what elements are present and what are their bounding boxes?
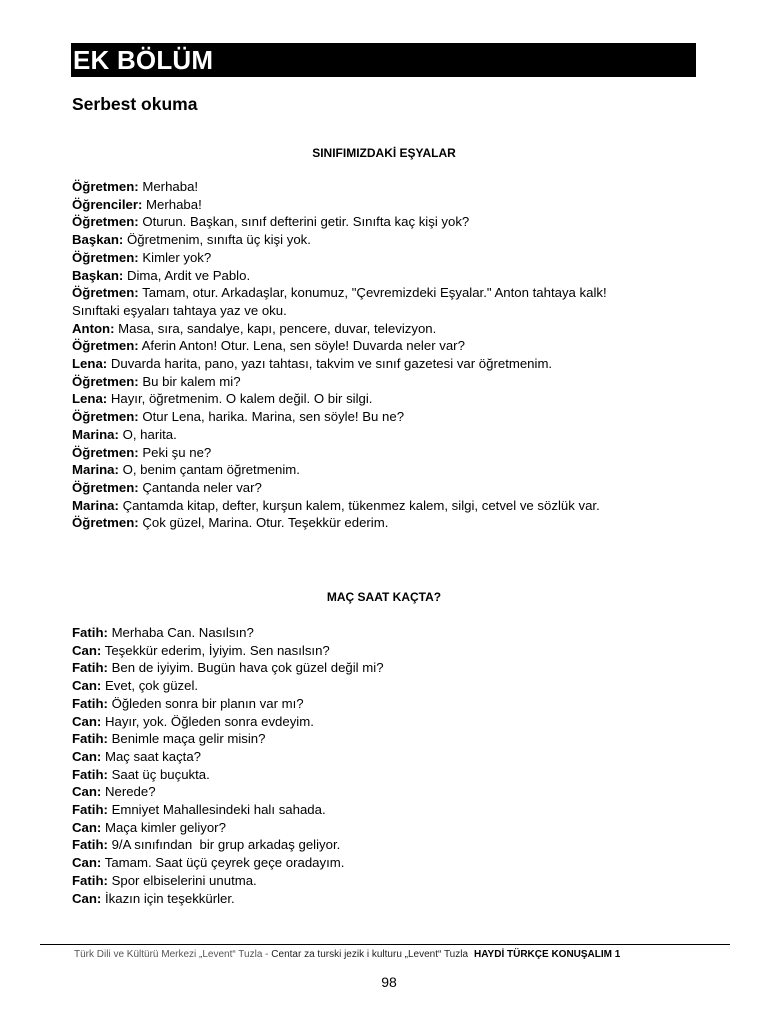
dialogue-line <box>72 355 702 373</box>
dialogue-line <box>72 659 702 677</box>
speaker-name: Fatih: <box>72 731 108 747</box>
speaker-name: Can: <box>72 642 102 658</box>
line-text: Kimler yok? <box>138 249 212 265</box>
speaker-name: Öğretmen: <box>72 373 139 389</box>
dialogue-line <box>72 320 702 338</box>
line-text: İkazın için teşekkürler. <box>101 890 235 906</box>
dialogue-line <box>72 196 702 214</box>
speaker-name: Lena: <box>72 391 108 407</box>
line-text: O, benim çantam öğretmenim. <box>118 462 300 478</box>
speaker-name: Fatih: <box>72 872 108 888</box>
line-text: Merhaba! <box>138 179 199 194</box>
line-text: Öğleden sonra bir planın var mı? <box>107 695 304 711</box>
dialogue-line <box>72 695 702 713</box>
footer-book-title: HAYDİ TÜRKÇE KONUŞALIM 1 <box>474 949 621 960</box>
dialogue-line <box>72 890 702 908</box>
footer-institution-tr: Türk Dili ve Kültürü Merkezi „Levent“ Tuzla - <box>74 949 272 960</box>
line-text: Benimle maça gelir misin? <box>107 731 266 747</box>
dialogue-line <box>72 373 702 391</box>
speaker-name: Fatih: <box>72 766 108 782</box>
footer-divider <box>40 944 730 945</box>
speaker-name: Başkan: <box>72 267 124 283</box>
line-text: Nerede? <box>101 784 156 800</box>
dialogue-block <box>72 178 702 532</box>
dialogue-line <box>72 766 702 784</box>
line-text: Evet, çok güzel. <box>101 678 199 694</box>
speaker-name: Öğretmen: <box>72 338 139 354</box>
speaker-name: Marina: <box>72 426 119 442</box>
dialogue-block <box>72 624 702 907</box>
speaker-name: Can: <box>72 819 102 835</box>
speaker-name: Can: <box>72 890 102 906</box>
speaker-name: Can: <box>72 713 102 729</box>
dialogue-line <box>72 801 702 819</box>
speaker-name: Öğretmen: <box>72 249 139 265</box>
dialogue-line <box>72 783 702 801</box>
line-text: Oturun. Başkan, sınıf defterini getir. Sınıfta kaç kişi yok? <box>138 214 470 230</box>
speaker-name: Öğretmen: <box>72 179 139 194</box>
speaker-name: Öğretmen: <box>72 214 139 230</box>
line-text: 9/A sınıfından bir grup arkadaş geliyor. <box>107 837 341 853</box>
speaker-name: Fatih: <box>72 695 108 711</box>
dialogue-line <box>72 249 702 267</box>
dialogue-title: SINIFIMIZDAKİ EŞYALAR <box>312 146 456 160</box>
dialogue-line <box>72 390 702 408</box>
line-text: Bu bir kalem mi? <box>138 373 241 389</box>
speaker-name: Can: <box>72 748 102 764</box>
dialogue-line <box>72 819 702 837</box>
line-text: Tamam. Saat üçü çeyrek geçe oradayım. <box>101 855 345 871</box>
line-text: Çantamda kitap, defter, kurşun kalem, tükenmez kalem, silgi, cetvel ve sözlük var. <box>118 497 600 513</box>
dialogue-line <box>72 854 702 872</box>
line-text: Öğretmenim, sınıfta üç kişi yok. <box>123 232 311 248</box>
line-text: Teşekkür ederim, İyiyim. Sen nasılsın? <box>101 642 330 658</box>
dialogue-line <box>72 231 702 249</box>
line-text: Spor elbiselerini unutma. <box>107 872 257 888</box>
line-text: Çok güzel, Marina. Otur. Teşekkür ederim. <box>138 515 389 531</box>
speaker-name: Can: <box>72 784 102 800</box>
speaker-name: Can: <box>72 855 102 871</box>
speaker-name: Fatih: <box>72 837 108 853</box>
speaker-name: Öğretmen: <box>72 479 139 495</box>
speaker-name: Fatih: <box>72 625 108 640</box>
line-text: Dima, Ardit ve Pablo. <box>123 267 251 283</box>
reading-subtitle: Serbest okuma <box>72 94 198 114</box>
dialogue-line <box>72 408 702 426</box>
line-text: Sınıftaki eşyaları tahtaya yaz ve oku. <box>72 302 287 318</box>
page-number: 98 <box>381 974 397 990</box>
dialogue-line <box>72 713 702 731</box>
line-text: Merhaba! <box>142 196 202 212</box>
line-text: Hayır, öğretmenim. O kalem değil. O bir silgi. <box>107 391 373 407</box>
line-text: Saat üç buçukta. <box>107 766 210 782</box>
dialogue-line <box>72 836 702 854</box>
line-text: Çantanda neler var? <box>138 479 262 495</box>
speaker-name: Öğretmen: <box>72 409 139 425</box>
speaker-name: Can: <box>72 678 102 694</box>
speaker-name: Öğretmen: <box>72 515 139 531</box>
line-text: Duvarda harita, pano, yazı tahtası, takvim ve sınıf gazetesi var öğretmenim. <box>107 356 553 372</box>
dialogue-line <box>72 267 702 285</box>
dialogue-line <box>72 461 702 479</box>
line-text: Hayır, yok. Öğleden sonra evdeyim. <box>101 713 314 729</box>
dialogue-line <box>72 337 702 355</box>
line-text: Maç saat kaçta? <box>101 748 201 764</box>
dialogue-line <box>72 624 702 642</box>
dialogue-line <box>72 284 702 302</box>
dialogue-line <box>72 514 702 532</box>
speaker-name: Öğretmen: <box>72 444 139 460</box>
dialogue-line <box>72 497 702 515</box>
dialogue-line <box>72 748 702 766</box>
line-text: Aferin Anton! Otur. Lena, sen söyle! Duvarda neler var? <box>138 338 465 354</box>
dialogue-line <box>72 302 702 320</box>
speaker-name: Öğrenciler: <box>72 196 143 212</box>
line-text: Otur Lena, harika. Marina, sen söyle! Bu ne? <box>138 409 405 425</box>
line-text: Maça kimler geliyor? <box>101 819 226 835</box>
footer-credit <box>74 949 714 960</box>
line-text: Masa, sıra, sandalye, kapı, pencere, duvar, televizyon. <box>114 320 437 336</box>
dialogue-line <box>72 444 702 462</box>
footer-institution-bs: Centar za turski jezik i kulturu „Levent“ Tuzla <box>271 949 469 960</box>
dialogue-line <box>72 479 702 497</box>
line-text: Ben de iyiyim. Bugün hava çok güzel değil mi? <box>107 660 384 676</box>
dialogue-line <box>72 872 702 890</box>
speaker-name: Anton: <box>72 320 115 336</box>
speaker-name: Lena: <box>72 356 108 372</box>
dialogue-line <box>72 677 702 695</box>
dialogue-title: MAÇ SAAT KAÇTA? <box>326 590 442 604</box>
dialogue-line <box>72 213 702 231</box>
line-text: Emniyet Mahallesindeki halı sahada. <box>107 802 326 818</box>
speaker-name: Fatih: <box>72 802 108 818</box>
speaker-name: Marina: <box>72 497 119 513</box>
dialogue-line <box>72 178 702 196</box>
dialogue-line <box>72 426 702 444</box>
dialogue-line <box>72 730 702 748</box>
line-text: Merhaba Can. Nasılsın? <box>107 625 254 640</box>
speaker-name: Öğretmen: <box>72 285 139 301</box>
line-text: O, harita. <box>118 426 177 442</box>
section-title-bar: EK BÖLÜM <box>71 43 696 77</box>
line-text: Peki şu ne? <box>138 444 212 460</box>
line-text: Tamam, otur. Arkadaşlar, konumuz, "Çevremizdeki Eşyalar." Anton tahtaya kalk! <box>138 285 607 301</box>
speaker-name: Başkan: <box>72 232 124 248</box>
speaker-name: Fatih: <box>72 660 108 676</box>
speaker-name: Marina: <box>72 462 119 478</box>
dialogue-line <box>72 642 702 660</box>
